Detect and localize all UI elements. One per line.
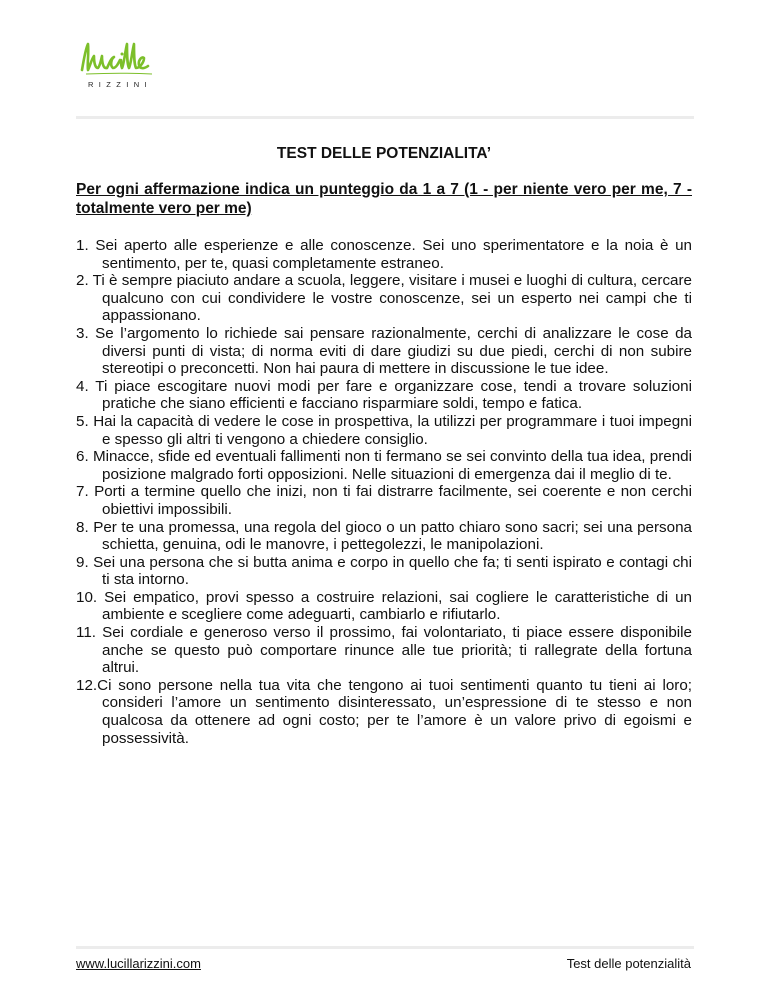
item-text: Sei una persona che si butta anima e corpo in quello che fa; ti senti ispirato e contagi chi ti sta intorno. <box>93 553 692 589</box>
logo-subtitle: RIZZINI <box>87 80 153 89</box>
item-text: Ci sono persone nella tua vita che tengono ai tuoi sentimenti quanto tu tieni ai loro; consideri l’amore un sentimento disinteressato, un’espressione di te stesso e non qualcosa da ottenere ad ogni costo; per te l’amore è un valore privo di egoismi e possessività. <box>97 676 692 747</box>
list-item <box>76 677 692 747</box>
item-number: 3. <box>76 324 89 342</box>
list-item <box>76 237 692 272</box>
item-text: Minacce, sfide ed eventuali fallimenti non ti fermano se sei convinto della tua idea, prendi posizione malgrado forti opposizioni. Nelle situazioni di emergenza dai il meglio di te. <box>92 448 692 483</box>
list-item <box>76 554 692 589</box>
item-number: 11. <box>76 624 96 642</box>
item-number: 2. <box>76 272 89 290</box>
footer-document-name: Test delle potenzialità <box>566 956 691 971</box>
footer-divider <box>76 946 694 949</box>
item-number: 10. <box>76 588 98 606</box>
item-number: 12. <box>76 676 98 694</box>
logo <box>78 40 178 98</box>
item-number: 1. <box>76 237 89 254</box>
item-text: Porti a termine quello che inizi, non ti fai distrarre facilmente, sei coerente e non cerchi obiettivi impossibili. <box>94 483 692 518</box>
list-item <box>76 325 692 378</box>
list-item <box>76 483 692 518</box>
header-divider <box>76 116 694 119</box>
item-text: Sei empatico, provi spesso a costruire relazioni, sai cogliere le caratteristiche di un ambiente e scegliere come adeguarti, cambiarlo e rifiutarlo. <box>102 588 692 624</box>
item-text: Ti è sempre piaciuto andare a scuola, leggere, visitare i musei e luoghi di cultura, cercare qualcuno con cui condividere le vostre conoscenze, sei un esperto nei campi che ti appassionano. <box>92 272 692 325</box>
list-item <box>76 378 692 413</box>
logo-script <box>78 40 158 80</box>
instruction-text: Per ogni affermazione indica un punteggio da 1 a 7 (1 - per niente vero per me, 7 - totalmente vero per me) <box>76 181 692 217</box>
item-text: Ti piace escogitare nuovi modi per fare e organizzare cose, tendi a trovare soluzioni pratiche che siano efficienti e facciano risparmiare soldi, tempo e fatica. <box>95 377 692 413</box>
statement-list <box>76 237 692 747</box>
item-text: Se l’argomento lo richiede sai pensare razionalmente, cerchi di analizzare le cose da diversi punti di vista; di norma eviti di dare giudizi su due piedi, cerchi di non subire stereotipi o preconcetti. Non hai paura di mettere in discussione le tue idee. <box>95 324 692 378</box>
list-item <box>76 448 692 483</box>
list-item <box>76 413 692 448</box>
document-title: TEST DELLE POTENZIALITA’ <box>276 145 492 162</box>
list-item <box>76 624 692 677</box>
item-text: Sei cordiale e generoso verso il prossimo, fai volontariato, ti piace essere disponibile anche se questo può comportare rinunce alle tue priorità; ti rallegrate della fortuna altrui. <box>102 624 692 677</box>
item-number: 6. <box>76 448 89 466</box>
item-text: Hai la capacità di vedere le cose in prospettiva, la utilizzi per programmare i tuoi impegni e spesso gli altri ti vengono a chiedere consiglio. <box>93 412 692 448</box>
item-number: 4. <box>76 377 89 395</box>
list-item <box>76 272 692 325</box>
item-number: 5. <box>76 412 89 430</box>
website-link[interactable]: www.lucillarizzini.com <box>76 956 201 971</box>
item-number: 9. <box>76 553 89 571</box>
item-number: 7. <box>76 483 89 501</box>
list-item <box>76 519 692 554</box>
list-item <box>76 589 692 624</box>
item-text: Sei aperto alle esperienze e alle conoscenze. Sei uno sperimentatore e la noia è un sentimento, per te, quasi completamente estraneo. <box>95 237 692 272</box>
item-text: Per te una promessa, una regola del gioco o un patto chiaro sono sacri; sei una persona schietta, genuina, odi le manovre, i pettegolezzi, le manipolazioni. <box>93 518 692 554</box>
item-number: 8. <box>76 518 89 536</box>
